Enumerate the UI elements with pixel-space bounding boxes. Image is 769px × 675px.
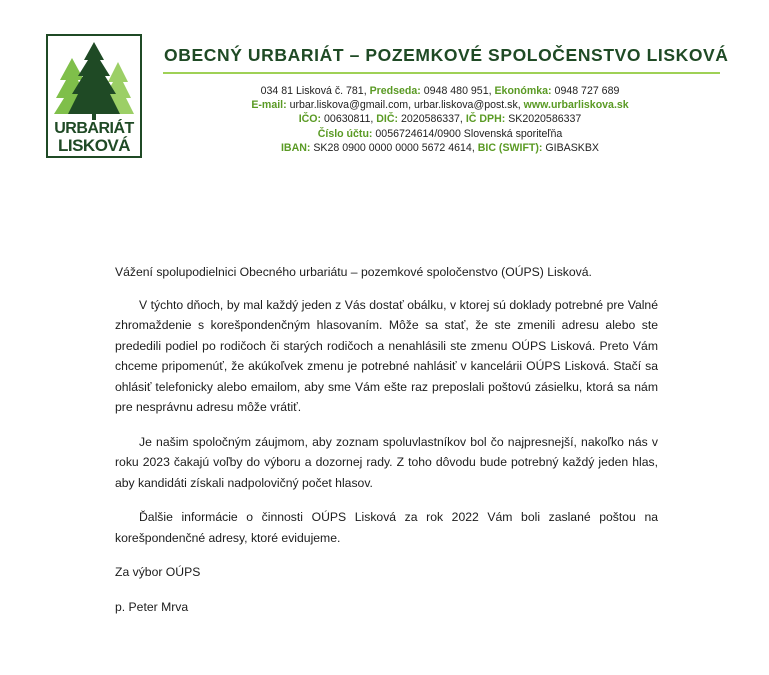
dic-value: 2020586337, xyxy=(401,113,463,126)
contact-line-iban xyxy=(160,141,720,155)
bic-label: BIC (SWIFT): xyxy=(477,141,543,154)
header-divider xyxy=(163,72,720,74)
icdph-value: SK2020586337 xyxy=(508,113,582,126)
email-addresses[interactable]: urbar.liskova@gmail.com, urbar.liskova@post.sk, xyxy=(289,99,521,112)
pine-trees-icon xyxy=(52,40,136,122)
iban-label: IBAN: xyxy=(280,141,311,154)
icdph-label: IČ DPH: xyxy=(465,113,506,126)
contact-block xyxy=(160,84,720,155)
letter-closing: Za výbor OÚPS xyxy=(115,565,201,579)
ico-value: 00630811, xyxy=(324,113,374,126)
contact-line-address xyxy=(160,84,720,98)
letter-paragraph-1: V týchto dňoch, by mal každý jeden z Vás dostať obálku, v ktorej sú doklady potrebné pre Valné zhromaždenie s korešpondenčným hlasovaním. Môže sa stať, že ste zmenili adresu alebo ste prededili podiel po rodičoch či starých rodičoch a nenahlásili ste zmenu OÚPS Lisková. Preto Vám chceme pripomenúť, že akúkoľvek zmenu je potrebné nahlásiť v kancelárii OÚPS Lisková. Stačí sa ohlásiť telefonicky alebo emailom, aby sme Vám ešte raz preposlali poštovú zásielku, ktorá sa nám pre nesprávnu adresu môže vrátiť. xyxy=(115,297,658,414)
account-label: Číslo účtu: xyxy=(317,127,373,140)
contact-line-email xyxy=(160,98,720,112)
account-value: 0056724614/0900 Slovenská sporiteľňa xyxy=(375,127,563,140)
letter-paragraph-2: Je našim spoločným záujmom, aby zoznam spoluvlastníkov bol čo najpresnejší, nakoľko nás v roku 2023 čakajú voľby do výboru a dozornej rady. Z toho dôvodu bude potrebný každý jeden hlas, aby kandidáti získali nadpolovičný počet hlasov. xyxy=(115,434,658,490)
ico-label: IČO: xyxy=(298,113,322,126)
economist-phone: 0948 727 689 xyxy=(554,85,620,97)
chair-phone: 0948 480 951, xyxy=(423,85,492,97)
bic-value: GIBASKBX xyxy=(545,141,600,154)
contact-line-account xyxy=(160,127,720,141)
contact-line-ids xyxy=(160,112,720,126)
economist-label: Ekonómka: xyxy=(494,85,552,97)
letter-paragraph-3: Ďalšie informácie o činnosti OÚPS Lisková za rok 2022 Vám boli zaslané poštou na korešpondenčné adresy, ktoré evidujeme. xyxy=(115,510,658,545)
address: 034 81 Lisková č. 781, xyxy=(260,85,367,97)
iban-value: SK28 0900 0000 0000 5672 4614, xyxy=(313,141,475,154)
logo-text-liskova: LISKOVÁ xyxy=(57,136,131,155)
logo-text-urbariat: URBARIÁT xyxy=(54,120,134,137)
website-link[interactable]: www.urbarliskova.sk xyxy=(523,99,629,112)
organization-logo xyxy=(46,34,142,158)
letter-signature: p. Peter Mrva xyxy=(115,599,189,614)
letter-body xyxy=(115,262,658,631)
organization-title: OBECNÝ URBARIÁT – POZEMKOVÉ SPOLOČENSTVO LISKOVÁ xyxy=(164,45,729,65)
email-label: E-mail: xyxy=(251,99,287,112)
chair-label: Predseda: xyxy=(369,85,421,97)
letter-greeting: Vážení spolupodielnici Obecného urbariátu – pozemkové spoločenstvo (OÚPS) Lisková. xyxy=(115,265,592,279)
dic-label: DIČ: xyxy=(376,113,399,126)
